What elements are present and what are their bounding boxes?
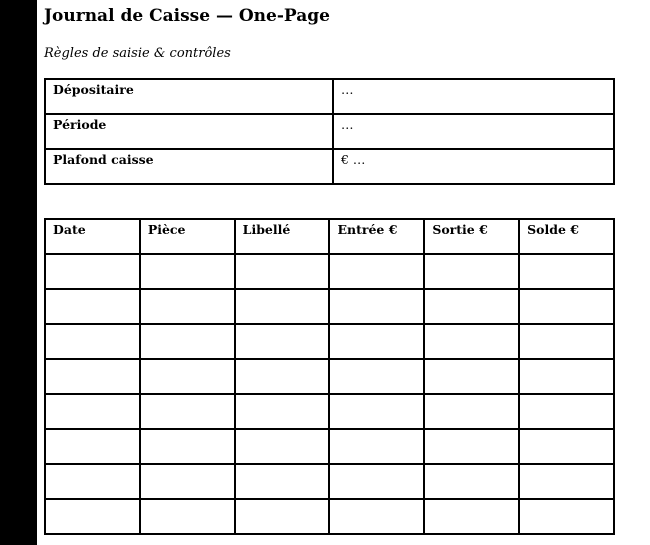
info-label-plafond: Plafond caisse bbox=[45, 149, 333, 184]
journal-cell bbox=[519, 499, 614, 534]
journal-cell bbox=[424, 254, 519, 289]
journal-cell bbox=[140, 464, 235, 499]
journal-row bbox=[45, 289, 614, 324]
journal-row bbox=[45, 254, 614, 289]
journal-cell bbox=[235, 499, 330, 534]
journal-cell bbox=[329, 359, 424, 394]
journal-cell bbox=[45, 499, 140, 534]
journal-cell bbox=[140, 289, 235, 324]
journal-row bbox=[45, 324, 614, 359]
info-row-depositaire bbox=[45, 79, 614, 114]
journal-cell bbox=[519, 359, 614, 394]
journal-cell bbox=[45, 394, 140, 429]
column-header-date: Date bbox=[45, 219, 140, 254]
journal-cell bbox=[424, 394, 519, 429]
column-header-piece: Pièce bbox=[140, 219, 235, 254]
column-header-solde: Solde € bbox=[519, 219, 614, 254]
journal-cell bbox=[140, 429, 235, 464]
journal-cell bbox=[329, 394, 424, 429]
journal-cell bbox=[140, 254, 235, 289]
column-header-libelle: Libellé bbox=[235, 219, 330, 254]
info-row-plafond bbox=[45, 149, 614, 184]
journal-row bbox=[45, 464, 614, 499]
journal-cell bbox=[329, 464, 424, 499]
journal-row bbox=[45, 429, 614, 464]
journal-cell bbox=[519, 394, 614, 429]
page-title: Journal de Caisse — One-Page bbox=[44, 6, 330, 26]
journal-cell bbox=[519, 429, 614, 464]
journal-cell bbox=[45, 254, 140, 289]
journal-cell bbox=[519, 464, 614, 499]
journal-cell bbox=[329, 429, 424, 464]
journal-header-row bbox=[45, 219, 614, 254]
journal-cell bbox=[329, 254, 424, 289]
column-header-entree: Entrée € bbox=[329, 219, 424, 254]
journal-cell bbox=[45, 464, 140, 499]
journal-cell bbox=[45, 289, 140, 324]
journal-row bbox=[45, 394, 614, 429]
journal-cell bbox=[45, 359, 140, 394]
journal-cell bbox=[519, 324, 614, 359]
column-header-sortie: Sortie € bbox=[424, 219, 519, 254]
journal-row bbox=[45, 499, 614, 534]
journal-cell bbox=[235, 324, 330, 359]
page-subtitle: Règles de saisie & contrôles bbox=[44, 46, 231, 61]
journal-cell bbox=[140, 324, 235, 359]
journal-cell bbox=[424, 324, 519, 359]
journal-cell bbox=[329, 289, 424, 324]
journal-body bbox=[45, 254, 614, 534]
journal-cell bbox=[424, 289, 519, 324]
info-row-periode bbox=[45, 114, 614, 149]
journal-cell bbox=[235, 289, 330, 324]
journal-cell bbox=[45, 429, 140, 464]
journal-cell bbox=[519, 254, 614, 289]
info-value-depositaire: … bbox=[333, 79, 614, 114]
journal-cell bbox=[329, 324, 424, 359]
journal-cell bbox=[235, 429, 330, 464]
journal-cell bbox=[329, 499, 424, 534]
info-label-depositaire: Dépositaire bbox=[45, 79, 333, 114]
journal-cell bbox=[45, 324, 140, 359]
journal-cell bbox=[235, 254, 330, 289]
left-margin-bar bbox=[0, 0, 37, 545]
journal-cell bbox=[140, 499, 235, 534]
info-value-periode: … bbox=[333, 114, 614, 149]
journal-cell bbox=[424, 359, 519, 394]
journal-cell bbox=[519, 289, 614, 324]
journal-cell bbox=[235, 464, 330, 499]
journal-cell bbox=[140, 394, 235, 429]
info-table bbox=[44, 78, 615, 185]
journal-cell bbox=[140, 359, 235, 394]
journal-cell bbox=[424, 429, 519, 464]
info-label-periode: Période bbox=[45, 114, 333, 149]
journal-cell bbox=[424, 464, 519, 499]
info-value-plafond: € … bbox=[333, 149, 614, 184]
journal-cell bbox=[235, 359, 330, 394]
journal-row bbox=[45, 359, 614, 394]
journal-cell bbox=[424, 499, 519, 534]
journal-cell bbox=[235, 394, 330, 429]
journal-table bbox=[44, 218, 615, 535]
